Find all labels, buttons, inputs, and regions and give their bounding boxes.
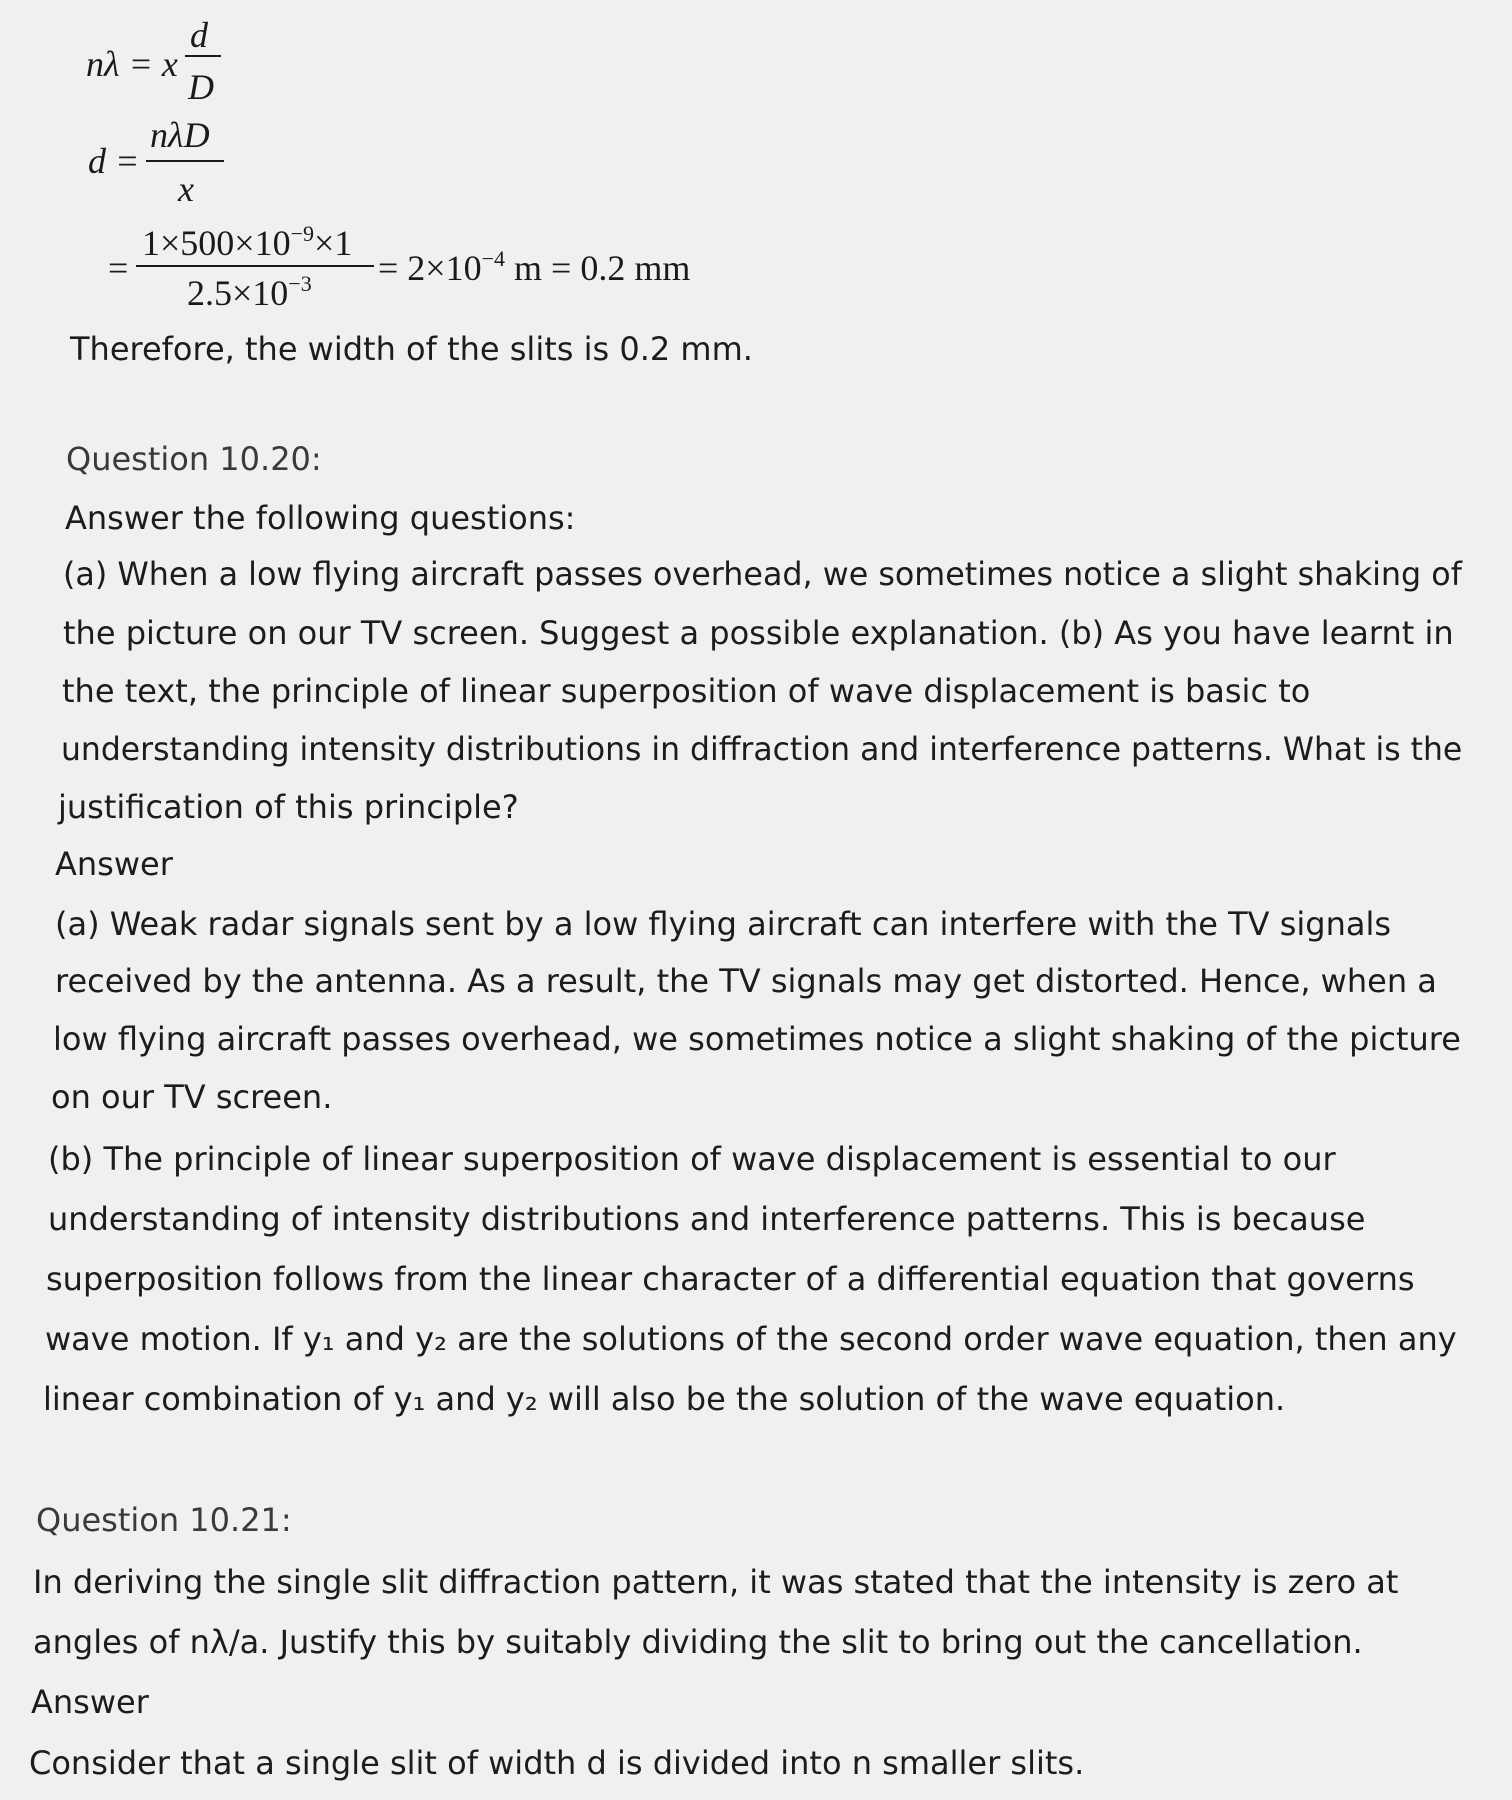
eq3-fraction-bar — [136, 265, 374, 267]
question-line: the picture on our TV screen. Suggest a possible explanation. (b) As you have learnt in — [63, 614, 1454, 652]
answer-start: Consider that a single slit of width d is divided into n smaller slits. — [29, 1744, 1085, 1782]
eq3-numerator: $1\times 500\times 10^{-9}\times 1$ — [142, 221, 353, 263]
eq2-lhs: d = — [88, 141, 140, 181]
question-line: the text, the principle of linear superposition of wave displacement is basic to — [62, 672, 1311, 710]
eq2-fraction-bar — [146, 160, 224, 162]
eq3-denominator: $2.5\times 10^{-3}$ — [187, 271, 312, 313]
answer-b-line: wave motion. If y₁ and y₂ are the solutions of the second order wave equation, then any — [45, 1320, 1457, 1358]
eq2-numerator: nλD — [150, 115, 210, 155]
eq1-denominator: D — [188, 67, 214, 107]
eq1-fraction-bar — [185, 55, 221, 57]
conclusion-text: Therefore, the width of the slits is 0.2 mm. — [70, 330, 753, 368]
answer-a-line: low flying aircraft passes overhead, we sometimes notice a slight shaking of the picture — [53, 1020, 1461, 1058]
eq3-equals: = — [108, 248, 129, 288]
question-line: justification of this principle? — [58, 788, 519, 826]
question-intro: Answer the following questions: — [65, 499, 576, 537]
question-line: angles of nλ/a. Justify this by suitably dividing the slit to bring out the cancellation. — [33, 1623, 1363, 1661]
eq2-denominator: x — [178, 169, 194, 209]
question-heading: Question 10.20: — [66, 440, 322, 478]
answer-a-line: (a) Weak radar signals sent by a low flying aircraft can interfere with the TV signals — [55, 905, 1392, 943]
answer-a-line: on our TV screen. — [51, 1078, 333, 1116]
answer-b-line: linear combination of y₁ and y₂ will also be the solution of the wave equation. — [43, 1380, 1286, 1418]
answer-b-line: (b) The principle of linear superposition of wave displacement is essential to our — [48, 1140, 1336, 1178]
answer-b-line: superposition follows from the linear character of a differential equation that governs — [46, 1260, 1415, 1298]
answer-label: Answer — [31, 1683, 149, 1721]
eq1-lhs: nλ = x — [86, 44, 178, 84]
answer-b-line: understanding of intensity distributions and interference patterns. This is because — [48, 1200, 1366, 1238]
eq3-result: = $2\times 10^{-4}$ m = 0.2 mm — [378, 246, 691, 288]
question-heading: Question 10.21: — [36, 1501, 292, 1539]
answer-label: Answer — [55, 845, 173, 883]
eq1-numerator: d — [190, 15, 208, 55]
answer-a-line: received by the antenna. As a result, the TV signals may get distorted. Hence, when a — [55, 962, 1437, 1000]
question-line: (a) When a low flying aircraft passes overhead, we sometimes notice a slight shaking of — [63, 555, 1462, 593]
question-line: In deriving the single slit diffraction pattern, it was stated that the intensity is zero at — [33, 1563, 1399, 1601]
question-line: understanding intensity distributions in diffraction and interference patterns. What is the — [61, 730, 1463, 768]
